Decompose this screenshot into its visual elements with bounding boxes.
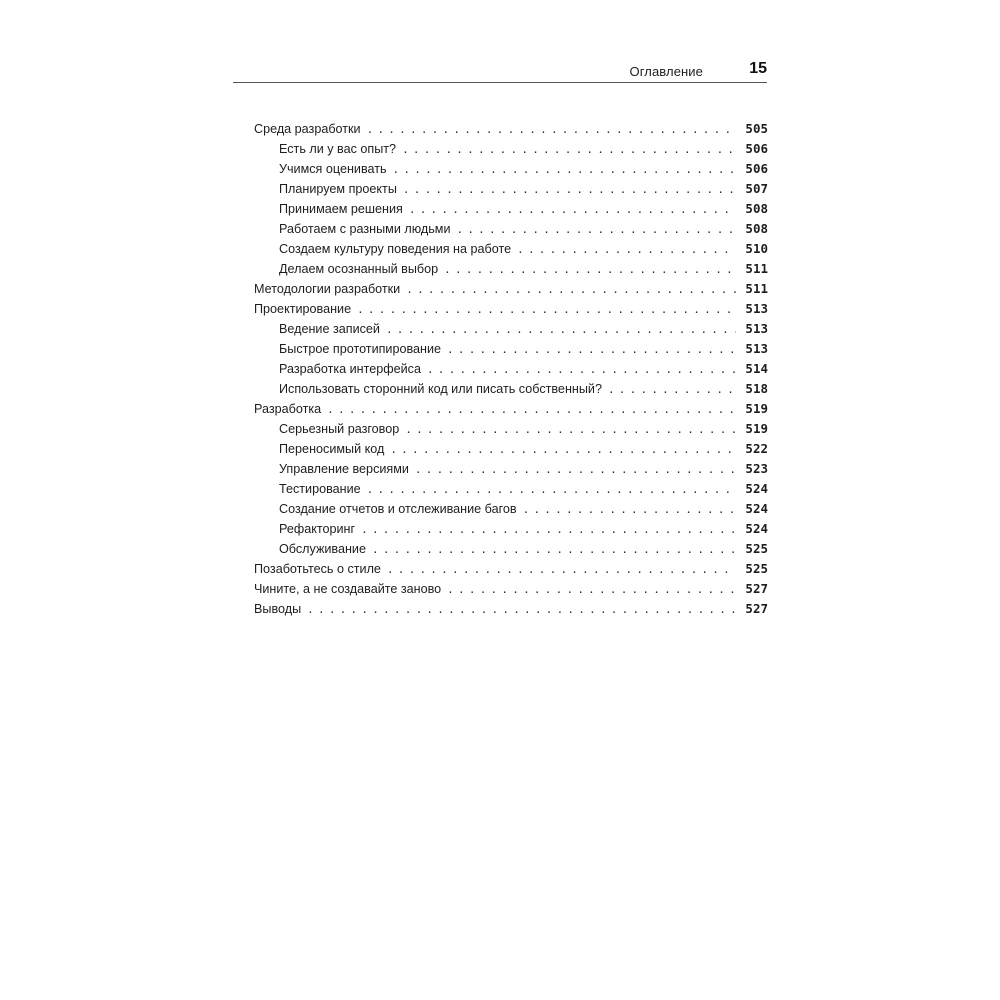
dot-leader [387,560,736,580]
toc-entry[interactable] [254,179,768,199]
toc-entry[interactable] [254,519,768,539]
toc-entry-label: Переносимый код [279,442,385,456]
dot-leader [307,600,736,620]
toc-entry-page-number: 522 [745,441,768,456]
dot-leader [327,400,736,420]
toc-entry-label: Тестирование [279,482,361,496]
toc-entry[interactable] [254,479,768,499]
toc-entry-label: Обслуживание [279,542,366,556]
toc-entry[interactable] [254,419,768,439]
toc-entry-label: Чините, а не создавайте заново [254,582,442,596]
dot-leader [367,480,736,500]
toc-entry-label: Выводы [254,602,302,616]
dot-leader [406,280,736,300]
dot-leader [409,200,736,220]
toc-entry-page-number: 524 [745,481,768,496]
toc-entry-label: Работаем с разными людьми [279,222,451,236]
header-page-number: 15 [749,60,767,77]
toc-entry-page-number: 513 [745,301,768,316]
toc-entry-page-number: 513 [745,341,768,356]
toc-entry-label: Разработка [254,402,322,416]
toc-entry-page-number: 519 [745,401,768,416]
dot-leader [393,160,736,180]
toc-entry-label: Разработка интерфейса [279,362,421,376]
toc-entry-label: Методологии разработки [254,282,401,296]
dot-leader [427,360,736,380]
toc-entry[interactable] [254,159,768,179]
toc-entry-page-number: 511 [745,261,768,276]
toc-entry[interactable] [254,119,768,139]
toc-entry-label: Среда разработки [254,122,361,136]
toc-entry[interactable] [254,239,768,259]
dot-leader [403,180,736,200]
dot-leader [402,140,736,160]
toc-entry-label: Создание отчетов и отслеживание багов [279,502,517,516]
toc-entry[interactable] [254,499,768,519]
toc-entry-page-number: 525 [745,541,768,556]
dot-leader [447,580,736,600]
toc-entry[interactable] [254,139,768,159]
toc-entry-page-number: 511 [745,281,768,296]
toc-entry[interactable] [254,319,768,339]
dot-leader [523,500,736,520]
toc-entry[interactable] [254,459,768,479]
dot-leader [390,440,736,460]
toc-entry[interactable] [254,279,768,299]
dot-leader [447,340,736,360]
toc-entry[interactable] [254,559,768,579]
toc-entry[interactable] [254,199,768,219]
toc-entry-label: Управление версиями [279,462,409,476]
toc-entry-page-number: 518 [745,381,768,396]
toc-entry[interactable] [254,599,768,619]
toc-entry-page-number: 519 [745,421,768,436]
toc-entry-label: Учимся оценивать [279,162,387,176]
dot-leader [517,240,736,260]
toc-entry-page-number: 527 [745,601,768,616]
dot-leader [608,380,736,400]
toc-entry-label: Создаем культуру поведения на работе [279,242,512,256]
toc-entry-page-number: 524 [745,521,768,536]
toc-entry-page-number: 523 [745,461,768,476]
toc-entry[interactable] [254,339,768,359]
toc-entry-label: Ведение записей [279,322,380,336]
toc-entry-page-number: 506 [745,141,768,156]
toc-entry-label: Планируем проекты [279,182,397,196]
dot-leader [415,460,736,480]
toc-entry-label: Использовать сторонний код или писать собственный? [279,382,602,396]
header-title: Оглавление [629,64,703,79]
toc-entry-page-number: 505 [745,121,768,136]
toc-entry-label: Быстрое прототипирование [279,342,442,356]
toc-entry-label: Принимаем решения [279,202,403,216]
toc-entry[interactable] [254,399,768,419]
toc-entry-page-number: 506 [745,161,768,176]
toc-entry-label: Делаем осознанный выбор [279,262,439,276]
toc-entry-page-number: 510 [745,241,768,256]
dot-leader [361,520,736,540]
toc-entry[interactable] [254,219,768,239]
toc-entry[interactable] [254,259,768,279]
toc-entry-page-number: 508 [745,201,768,216]
dot-leader [357,300,736,320]
dot-leader [386,320,736,340]
dot-leader [444,260,736,280]
toc-entry-label: Проектирование [254,302,352,316]
toc-entry[interactable] [254,299,768,319]
toc-entry[interactable] [254,579,768,599]
dot-leader [456,220,736,240]
toc-entry[interactable] [254,359,768,379]
toc-entry-page-number: 508 [745,221,768,236]
toc-entry-page-number: 507 [745,181,768,196]
toc-entry-page-number: 524 [745,501,768,516]
toc-entry-label: Позаботьтесь о стиле [254,562,381,576]
toc-entry[interactable] [254,539,768,559]
running-header [233,60,767,83]
toc-entry-label: Рефакторинг [279,522,356,536]
toc-entry[interactable] [254,439,768,459]
dot-leader [372,540,736,560]
toc-entry-page-number: 525 [745,561,768,576]
dot-leader [405,420,736,440]
toc-entry-page-number: 513 [745,321,768,336]
toc-entry-label: Есть ли у вас опыт? [279,142,397,156]
table-of-contents [254,119,768,619]
toc-entry[interactable] [254,379,768,399]
toc-entry-label: Серьезный разговор [279,422,400,436]
toc-entry-page-number: 514 [745,361,768,376]
toc-entry-page-number: 527 [745,581,768,596]
dot-leader [367,120,736,140]
